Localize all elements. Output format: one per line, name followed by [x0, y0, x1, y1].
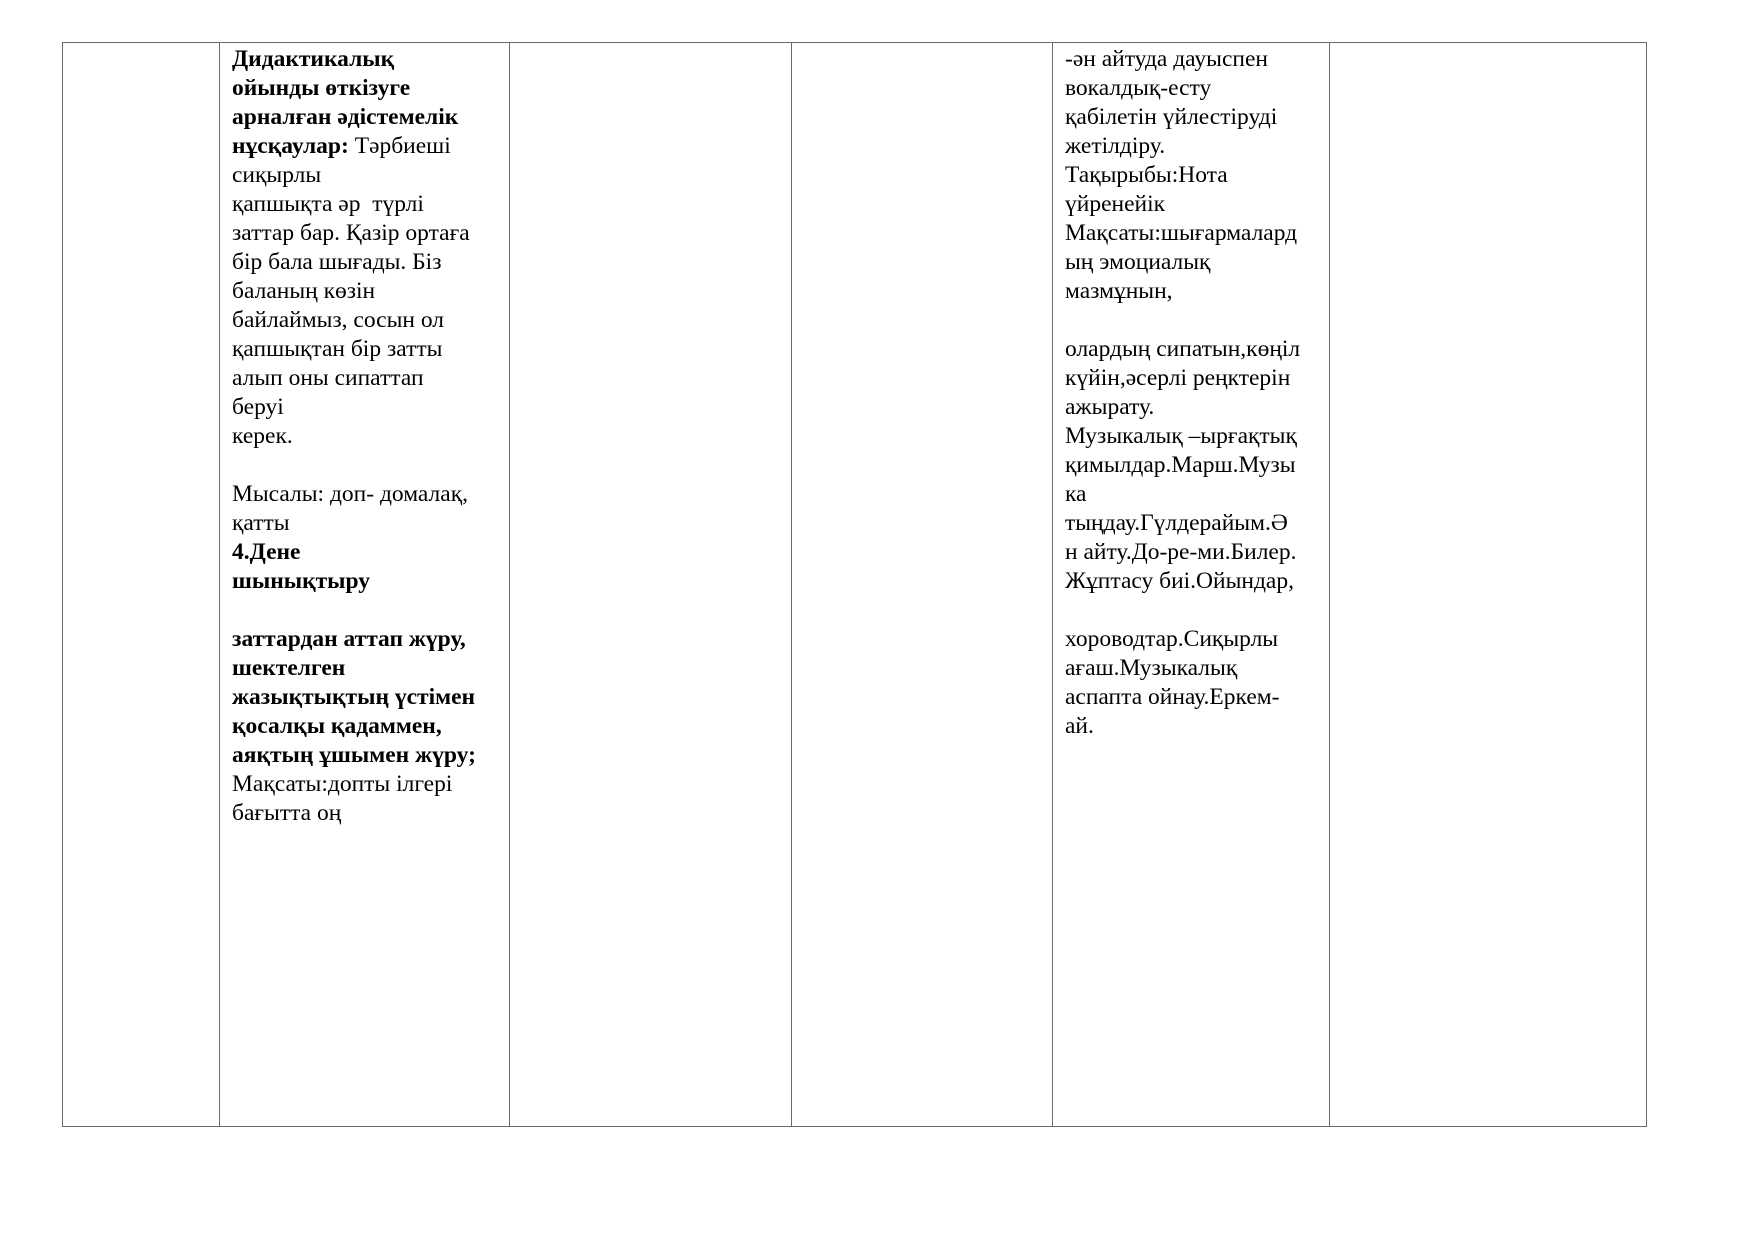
text-line [232, 132, 497, 161]
text-line [232, 190, 497, 219]
bold-text-run: ойынды өткізуге [232, 75, 411, 101]
text-run: ың эмоциалық [1065, 249, 1211, 275]
text-line [1065, 364, 1317, 393]
text-run: қапшықта әр түрлі [232, 191, 424, 217]
text-run: сиқырлы [232, 162, 322, 188]
bold-text-run: қосалқы қадаммен, [232, 713, 442, 739]
text-run: байлаймыз, сосын ол [232, 307, 444, 333]
text-line [1065, 161, 1317, 190]
text-line [1065, 567, 1317, 596]
text-run: керек. [232, 423, 293, 449]
text-run: Мысалы: доп- домалақ, [232, 481, 468, 507]
text-line [1065, 712, 1317, 741]
table-cell-col-4 [792, 43, 1053, 1127]
blank-line [232, 596, 497, 625]
bold-text-run: шектелген [232, 655, 346, 681]
text-line [232, 219, 497, 248]
text-run: қабілетін үйлестіруді [1065, 104, 1278, 130]
text-line [232, 567, 497, 596]
text-line [232, 364, 497, 393]
text-run: вокалдық-есту [1065, 75, 1212, 101]
blank-line [1065, 306, 1317, 335]
text-run: қимылдар.Марш.Музы [1065, 452, 1296, 478]
text-line [1065, 190, 1317, 219]
text-line [232, 393, 497, 422]
text-run: заттар бар. Қазір ортаға [232, 220, 470, 246]
text-line [232, 306, 497, 335]
text-run: ка [1065, 481, 1087, 507]
bold-text-run: жазықтықтың үстімен [232, 684, 476, 710]
text-line [232, 74, 497, 103]
text-run: ажырату. [1065, 394, 1155, 420]
text-line [1065, 219, 1317, 248]
text-line [232, 799, 497, 828]
blank-line [232, 451, 497, 480]
text-run: мазмұнын, [1065, 278, 1173, 304]
text-line [1065, 248, 1317, 277]
text-line [1065, 625, 1317, 654]
text-run: аспапта ойнау.Еркем- [1065, 684, 1280, 710]
text-line [1065, 132, 1317, 161]
text-run: олардың сипатын,көңіл [1065, 336, 1301, 362]
text-run: қатты [232, 510, 290, 536]
text-run: алып оны сипаттап [232, 365, 424, 391]
text-line [1065, 74, 1317, 103]
table-cell-col-6 [1330, 43, 1647, 1127]
text-line [1065, 654, 1317, 683]
text-line [1065, 45, 1317, 74]
blank-line [1065, 596, 1317, 625]
text-line [232, 683, 497, 712]
text-line [1065, 683, 1317, 712]
table-cell-col-5 [1053, 43, 1330, 1127]
text-run: хороводтар.Сиқырлы [1065, 626, 1279, 652]
text-line [1065, 509, 1317, 538]
text-line [1065, 335, 1317, 364]
text-line [232, 770, 497, 799]
text-line [1065, 538, 1317, 567]
text-line [232, 741, 497, 770]
music-activity-text [1053, 43, 1329, 741]
text-run: ағаш.Музыкалық [1065, 655, 1238, 681]
text-run: ай. [1065, 713, 1094, 739]
bold-text-run: Дидактикалық [232, 46, 395, 72]
text-run: Мақсаты:шығармалард [1065, 220, 1298, 246]
text-run: жетілдіру. [1065, 133, 1166, 159]
text-line [1065, 103, 1317, 132]
text-line [1065, 393, 1317, 422]
table-cell-col-3 [510, 43, 792, 1127]
text-line [232, 277, 497, 306]
text-line [232, 103, 497, 132]
bold-text-run: аяқтың ұшымен жүру; [232, 742, 476, 768]
text-line [1065, 422, 1317, 451]
text-run: қапшықтан бір затты [232, 336, 443, 362]
text-run: күйін,әсерлі реңктерін [1065, 365, 1291, 391]
text-run: Жұптасу биі.Ойындар, [1065, 568, 1294, 594]
text-line [232, 480, 497, 509]
text-run: -ән айтуда дауыспен [1065, 46, 1268, 72]
bold-text-run: заттардан аттап жүру, [232, 626, 466, 652]
text-line [232, 161, 497, 190]
text-run: Тақырыбы:Нота [1065, 162, 1228, 188]
text-run: Музыкалық –ырғақтық [1065, 423, 1297, 449]
text-run: н айту.До-ре-ми.Билер. [1065, 539, 1297, 565]
text-line [232, 248, 497, 277]
text-line [232, 654, 497, 683]
text-line [232, 422, 497, 451]
text-run: үйренейік [1065, 191, 1166, 217]
text-line [232, 625, 497, 654]
text-run: Тәрбиеші [348, 133, 451, 159]
text-line [232, 335, 497, 364]
text-line [232, 712, 497, 741]
text-run: Мақсаты:допты ілгері [232, 771, 453, 797]
text-run: тыңдау.Гүлдерайым.Ә [1065, 510, 1288, 536]
text-run: бағытта оң [232, 800, 342, 826]
bold-text-run: арналған әдістемелік [232, 104, 459, 130]
table-cell-col-1 [63, 43, 220, 1127]
text-line [232, 538, 497, 567]
text-line [1065, 451, 1317, 480]
bold-text-run: шынықтыру [232, 568, 371, 594]
bold-text-run: нұсқаулар: [232, 133, 349, 159]
text-line [232, 509, 497, 538]
text-run: беруі [232, 394, 284, 420]
didactic-game-text [220, 43, 509, 828]
text-run: баланың көзін [232, 278, 376, 304]
text-run: бір бала шығады. Біз [232, 249, 442, 275]
text-line [232, 45, 497, 74]
table-cell-col-2 [220, 43, 510, 1127]
text-line [1065, 480, 1317, 509]
bold-text-run: 4.Дене [232, 539, 301, 565]
table-row [63, 43, 1647, 1127]
text-line [1065, 277, 1317, 306]
plan-table [62, 42, 1647, 1127]
